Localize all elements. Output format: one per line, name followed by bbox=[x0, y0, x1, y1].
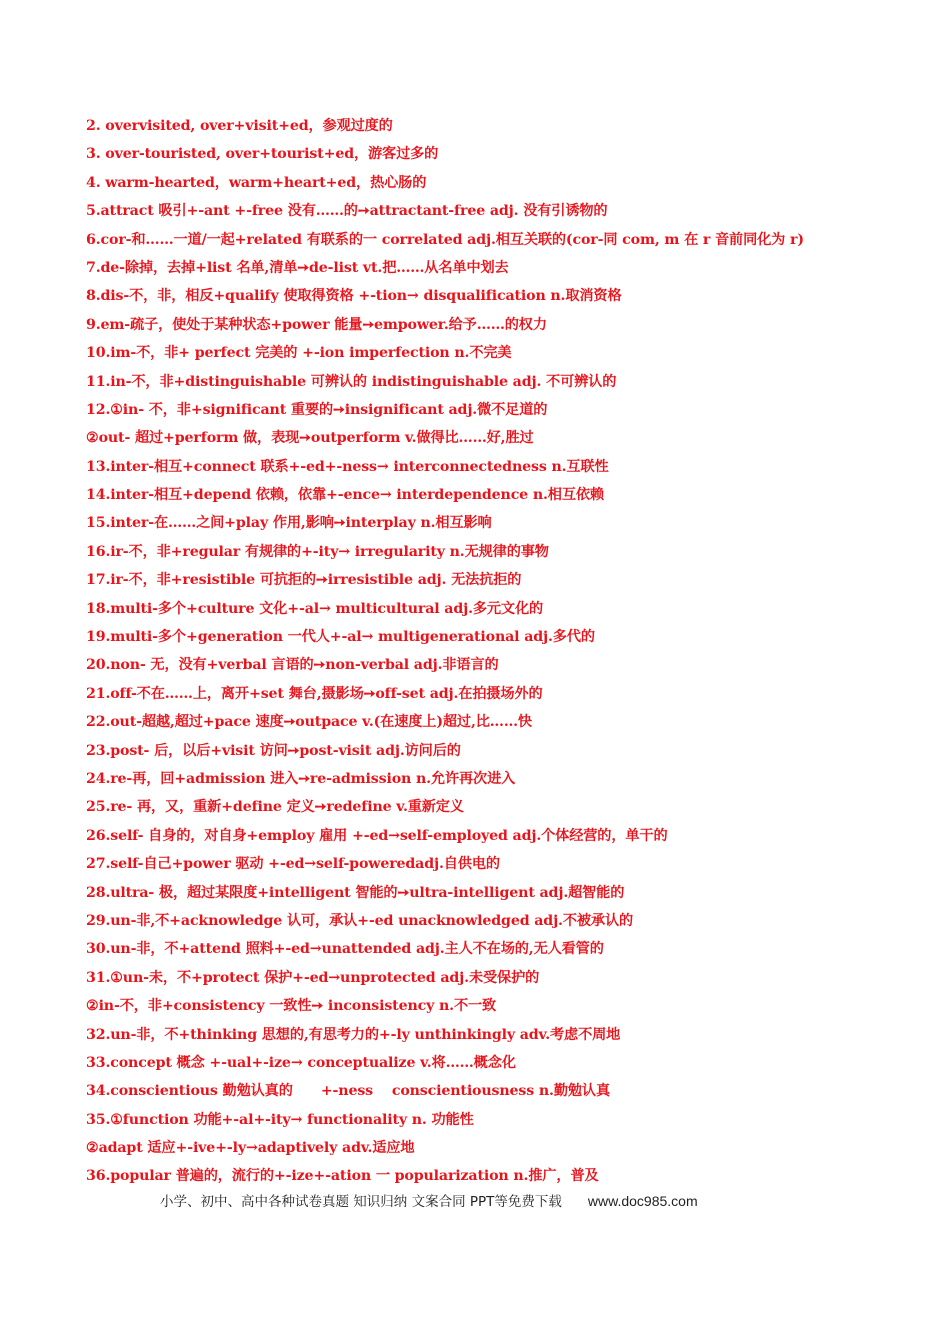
word-entry: 11.in-不，非+distinguishable 可辨认的 indistinguishable adj. 不可辨认的 bbox=[86, 373, 617, 390]
word-entry: 8.dis-不，非，相反+qualify 使取得资格 +-tion→ disqualification n.取消资格 bbox=[86, 288, 622, 305]
word-entry: 35.①function 功能+-al+-ity→ functionality n. 功能性 bbox=[86, 1111, 474, 1128]
word-entry: ②out- 超过+perform 做，表现➙outperform v.做得比……好,胜过 bbox=[86, 430, 534, 447]
word-entry: 36.popular 普遍的，流行的+-ize+-ation 一 popularization n.推广，普及 bbox=[86, 1168, 599, 1185]
word-entry: 6.cor-和……一道/一起+related 有联系的一 correlated adj.相互关联的(cor-同 com, m 在 r 音前同化为 r) bbox=[86, 231, 804, 248]
word-entry: 22.out-超越,超过+pace 速度➙outpace v.(在速度上)超过,比……快 bbox=[86, 714, 532, 731]
word-entry: 26.self- 自身的，对自身+employ 雇用 +-ed→self-employed adj.个体经营的，单干的 bbox=[86, 827, 668, 844]
word-entry: 24.re-再，回+admission 进入➙re-admission n.允许再次进入 bbox=[86, 770, 516, 787]
word-entry: 27.self-自己+power 驱动 +-ed→self-poweredadj.自供电的 bbox=[86, 856, 500, 873]
word-entry: 19.multi-多个+generation 一代人+-al→ multigenerational adj.多代的 bbox=[86, 629, 595, 646]
page-footer bbox=[160, 1190, 840, 1210]
word-entry: ②adapt 适应+-ive+-ly→adaptively adv.适应地 bbox=[86, 1140, 415, 1157]
word-entry: 12.①in- 不，非+significant 重要的➙insignificant adj.微不足道的 bbox=[86, 401, 548, 418]
word-entry: 3. over-touristed, over+tourist+ed，游客过多的 bbox=[86, 146, 439, 163]
word-entry: 29.un-非,不+acknowledge 认可，承认+-ed unacknowledged adj.不被承认的 bbox=[86, 912, 634, 929]
word-formation-list bbox=[86, 116, 936, 1195]
word-entry: 25.re- 再，又，重新+define 定义➙redefine v.重新定义 bbox=[86, 799, 464, 816]
word-entry: 31.①un-未，不+protect 保护+-ed→unprotected adj.未受保护的 bbox=[86, 969, 540, 986]
footer-site-url: www.doc985.com bbox=[587, 1193, 698, 1209]
word-entry: 21.off-不在……上，离开+set 舞台,摄影场➙off-set adj.在拍摄场外的 bbox=[86, 685, 543, 702]
word-entry: 4. warm-hearted，warm+heart+ed，热心肠的 bbox=[86, 174, 427, 191]
word-entry: 13.inter-相互+connect 联系+-ed+-ness→ interconnectedness n.互联性 bbox=[86, 458, 609, 475]
word-entry: 28.ultra- 极，超过某限度+intelligent 智能的➙ultra-intelligent adj.超智能的 bbox=[86, 884, 625, 901]
footer-text: 小学、初中、高中各种试卷真题 知识归纳 文案合同 PPT等免费下载 bbox=[160, 1194, 562, 1210]
word-entry: 23.post- 后，以后+visit 访问➙post-visit adj.访问后的 bbox=[86, 742, 461, 759]
word-entry: 32.un-非，不+thinking 思想的,有思考力的+-ly unthinkingly adv.考虑不周地 bbox=[86, 1026, 621, 1043]
word-entry: 14.inter-相互+depend 依赖，依靠+-ence→ interdependence n.相互依赖 bbox=[86, 487, 604, 504]
word-entry: 30.un-非，不+attend 照料+-ed→unattended adj.主人不在场的,无人看管的 bbox=[86, 941, 604, 958]
word-entry: ②in-不，非+consistency 一致性➙ inconsistency n.不一致 bbox=[86, 998, 497, 1015]
word-entry: 34.conscientious 勤勉认真的 +-ness conscientiousness n.勤勉认真 bbox=[86, 1083, 610, 1100]
word-entry: 9.em-疏子，使处于某种状态+power 能量➙empower.给予……的权力 bbox=[86, 316, 547, 333]
word-entry: 18.multi-多个+culture 文化+-al→ multicultural adj.多元文化的 bbox=[86, 600, 544, 617]
word-entry: 16.ir-不，非+regular 有规律的+-ity→ irregularity n.无规律的事物 bbox=[86, 543, 549, 560]
word-entry: 17.ir-不，非+resistible 可抗拒的➙irresistible adj. 无法抗拒的 bbox=[86, 572, 522, 589]
word-entry: 2. overvisited, over+visit+ed，参观过度的 bbox=[86, 118, 393, 134]
word-entry: 15.inter-在……之间+play 作用,影响➙interplay n.相互影响 bbox=[86, 515, 492, 532]
word-entry: 5.attract 吸引+-ant +-free 没有……的➙attractant-free adj. 没有引诱物的 bbox=[86, 203, 608, 220]
word-entry: 10.im-不，非+ perfect 完美的 +-ion imperfection n.不完美 bbox=[86, 345, 512, 362]
word-entry: 7.de-除掉，去掉+list 名单,清单➙de-list vt.把……从名单中划去 bbox=[86, 259, 509, 276]
word-entry: 20.non- 无，没有+verbal 言语的➙non-verbal adj.非语言的 bbox=[86, 657, 499, 674]
word-entry: 33.concept 概念 +-ual+-ize→ conceptualize v.将……概念化 bbox=[86, 1054, 516, 1071]
